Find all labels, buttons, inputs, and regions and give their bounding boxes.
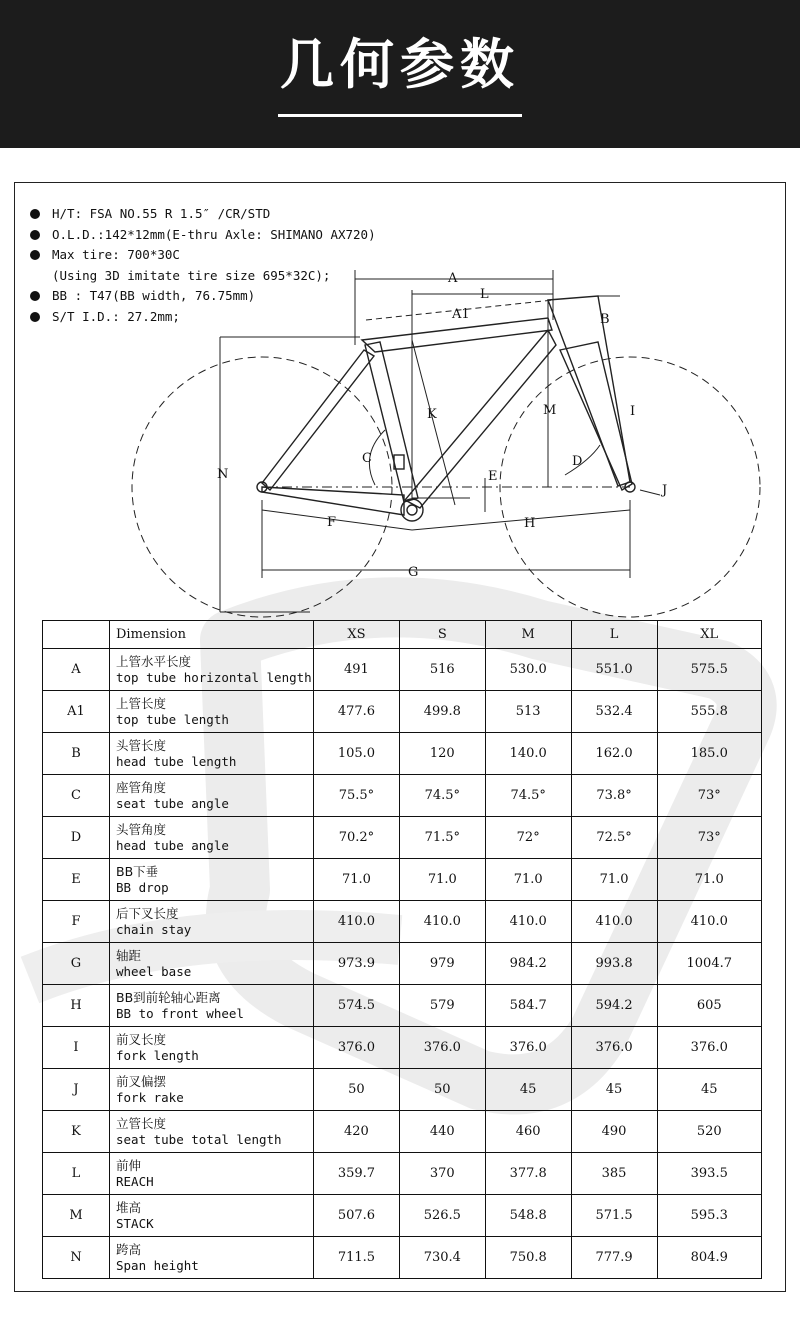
size-value-cell: 555.8 — [657, 691, 762, 733]
dimension-english: seat tube angle — [116, 795, 229, 811]
frame-geometry-diagram — [0, 0, 800, 620]
size-value-cell: 530.0 — [485, 649, 571, 691]
dimension-chinese: 堆高 — [116, 1199, 142, 1215]
size-value-cell: 410.0 — [485, 901, 571, 943]
dimension-chinese: BB下垂 — [116, 863, 159, 879]
row-key-cell: B — [43, 733, 110, 775]
row-key-cell: M — [43, 1195, 110, 1237]
dimension-chinese: 座管角度 — [116, 779, 167, 795]
table-body — [43, 649, 762, 1279]
size-value-cell: 71.0 — [571, 859, 657, 901]
dimension-english: head tube angle — [116, 837, 229, 853]
size-value-cell: 477.6 — [314, 691, 400, 733]
label-A: A — [448, 271, 458, 286]
size-value-cell: 50 — [314, 1069, 400, 1111]
size-value-cell: 45 — [485, 1069, 571, 1111]
size-value-cell: 532.4 — [571, 691, 657, 733]
dimension-cell — [110, 1153, 314, 1195]
size-value-cell: 460 — [485, 1111, 571, 1153]
table-row — [43, 901, 762, 943]
label-I: I — [630, 404, 636, 419]
dimension-cell — [110, 985, 314, 1027]
column-header: L — [571, 621, 657, 649]
table-row — [43, 943, 762, 985]
size-value-cell: 984.2 — [485, 943, 571, 985]
dimension-cell — [110, 775, 314, 817]
table-header-row — [43, 621, 762, 649]
row-key-cell: D — [43, 817, 110, 859]
size-value-cell: 420 — [314, 1111, 400, 1153]
size-value-cell: 71.0 — [485, 859, 571, 901]
size-value-cell: 376.0 — [399, 1027, 485, 1069]
dimension-chinese: 头管角度 — [116, 821, 167, 837]
size-value-cell: 410.0 — [571, 901, 657, 943]
table-row — [43, 649, 762, 691]
table-row — [43, 859, 762, 901]
size-value-cell: 410.0 — [314, 901, 400, 943]
label-N: N — [217, 467, 229, 482]
row-key-cell: J — [43, 1069, 110, 1111]
dimension-chinese: 轴距 — [116, 947, 142, 963]
table-row — [43, 1069, 762, 1111]
label-H: H — [524, 516, 536, 531]
size-value-cell: 594.2 — [571, 985, 657, 1027]
dimension-chinese: BB到前轮轴心距离 — [116, 989, 221, 1005]
column-header: M — [485, 621, 571, 649]
dimension-cell — [110, 1237, 314, 1279]
dimension-cell — [110, 649, 314, 691]
dimension-chinese: 前叉偏摆 — [116, 1073, 167, 1089]
size-value-cell: 993.8 — [571, 943, 657, 985]
size-value-cell: 548.8 — [485, 1195, 571, 1237]
size-value-cell: 491 — [314, 649, 400, 691]
size-value-cell: 584.7 — [485, 985, 571, 1027]
size-value-cell: 73° — [657, 817, 762, 859]
size-value-cell: 516 — [399, 649, 485, 691]
note-item: BB : T47(BB width, 76.75mm) — [30, 286, 376, 307]
dimension-cell — [110, 733, 314, 775]
column-header: S — [399, 621, 485, 649]
dimension-lines — [220, 270, 660, 612]
table-row — [43, 691, 762, 733]
size-value-cell: 730.4 — [399, 1237, 485, 1279]
dimension-cell — [110, 1111, 314, 1153]
row-key-cell: E — [43, 859, 110, 901]
label-J: J — [662, 483, 668, 498]
dimension-chinese: 上管长度 — [116, 695, 167, 711]
dimension-cell — [110, 1027, 314, 1069]
size-value-cell: 45 — [657, 1069, 762, 1111]
dimension-english: head tube length — [116, 753, 237, 769]
table-row — [43, 1027, 762, 1069]
size-value-cell: 70.2° — [314, 817, 400, 859]
size-value-cell: 73.8° — [571, 775, 657, 817]
size-value-cell: 359.7 — [314, 1153, 400, 1195]
label-D: D — [572, 454, 583, 469]
dimension-chinese: 头管长度 — [116, 737, 167, 753]
label-F: F — [327, 515, 337, 530]
dimension-english: fork rake — [116, 1089, 184, 1105]
dimension-english: seat tube total length — [116, 1131, 282, 1147]
size-value-cell: 520 — [657, 1111, 762, 1153]
table-row — [43, 817, 762, 859]
dimension-chinese: 前叉长度 — [116, 1031, 167, 1047]
size-value-cell: 50 — [399, 1069, 485, 1111]
dimension-cell — [110, 691, 314, 733]
table-row — [43, 1153, 762, 1195]
dimension-english: fork length — [116, 1047, 199, 1063]
size-value-cell: 376.0 — [485, 1027, 571, 1069]
dimension-cell — [110, 859, 314, 901]
size-value-cell: 45 — [571, 1069, 657, 1111]
label-E: E — [488, 469, 498, 484]
table-row — [43, 1111, 762, 1153]
size-value-cell: 140.0 — [485, 733, 571, 775]
size-value-cell: 385 — [571, 1153, 657, 1195]
size-value-cell: 370 — [399, 1153, 485, 1195]
size-value-cell: 1004.7 — [657, 943, 762, 985]
size-value-cell: 513 — [485, 691, 571, 733]
dimension-english: chain stay — [116, 921, 192, 937]
size-value-cell: 605 — [657, 985, 762, 1027]
label-C: C — [362, 451, 372, 466]
size-value-cell: 72.5° — [571, 817, 657, 859]
size-value-cell: 71.0 — [314, 859, 400, 901]
page-title: 几何参数 — [280, 33, 520, 96]
size-value-cell: 376.0 — [657, 1027, 762, 1069]
size-value-cell: 162.0 — [571, 733, 657, 775]
column-header: XL — [657, 621, 762, 649]
size-value-cell: 376.0 — [314, 1027, 400, 1069]
row-key-cell: N — [43, 1237, 110, 1279]
dimension-english: wheel base — [116, 963, 192, 979]
size-value-cell: 526.5 — [399, 1195, 485, 1237]
dimension-cell — [110, 1069, 314, 1111]
size-value-cell: 777.9 — [571, 1237, 657, 1279]
corner-cell — [43, 621, 110, 649]
label-L: L — [480, 287, 489, 302]
size-value-cell: 711.5 — [314, 1237, 400, 1279]
size-value-cell: 376.0 — [571, 1027, 657, 1069]
note-item: H/T: FSA NO.55 R 1.5″ /CR/STD — [30, 204, 376, 225]
dimension-english: REACH — [116, 1173, 154, 1189]
size-value-cell: 499.8 — [399, 691, 485, 733]
table-row — [43, 733, 762, 775]
size-value-cell: 579 — [399, 985, 485, 1027]
dimension-chinese: 立管长度 — [116, 1115, 167, 1131]
dimension-english: Span height — [116, 1257, 199, 1273]
diagram-labels — [217, 271, 667, 580]
size-value-cell: 551.0 — [571, 649, 657, 691]
row-key-cell: F — [43, 901, 110, 943]
dimension-cell — [110, 943, 314, 985]
label-A1: A1 — [452, 307, 470, 322]
size-value-cell: 185.0 — [657, 733, 762, 775]
row-key-cell: K — [43, 1111, 110, 1153]
dimension-english: BB drop — [116, 879, 169, 895]
size-value-cell: 74.5° — [399, 775, 485, 817]
size-value-cell: 377.8 — [485, 1153, 571, 1195]
size-value-cell: 575.5 — [657, 649, 762, 691]
note-item: Max tire: 700*30C — [30, 245, 376, 266]
note-item: S/T I.D.: 27.2mm; — [30, 307, 376, 328]
size-value-cell: 72° — [485, 817, 571, 859]
label-M: M — [543, 403, 557, 418]
size-value-cell: 71.0 — [399, 859, 485, 901]
row-key-cell: A — [43, 649, 110, 691]
dimension-chinese: 前伸 — [116, 1157, 142, 1173]
dimension-english: top tube horizontal length — [116, 669, 312, 685]
size-value-cell: 73° — [657, 775, 762, 817]
size-value-cell: 393.5 — [657, 1153, 762, 1195]
label-K: K — [427, 407, 437, 422]
size-value-cell: 410.0 — [399, 901, 485, 943]
table-row — [43, 1195, 762, 1237]
size-value-cell: 74.5° — [485, 775, 571, 817]
dimension-chinese: 跨高 — [116, 1241, 142, 1257]
table-row — [43, 775, 762, 817]
size-value-cell: 973.9 — [314, 943, 400, 985]
row-key-cell: A1 — [43, 691, 110, 733]
size-value-cell: 75.5° — [314, 775, 400, 817]
dimension-cell — [110, 817, 314, 859]
dimension-cell — [110, 1195, 314, 1237]
table-row — [43, 1237, 762, 1279]
dimension-chinese: 上管水平长度 — [116, 653, 192, 669]
size-value-cell: 490 — [571, 1111, 657, 1153]
label-B: B — [600, 312, 610, 327]
size-value-cell: 804.9 — [657, 1237, 762, 1279]
row-key-cell: I — [43, 1027, 110, 1069]
row-key-cell: H — [43, 985, 110, 1027]
dimension-cell — [110, 901, 314, 943]
row-key-cell: C — [43, 775, 110, 817]
size-value-cell: 750.8 — [485, 1237, 571, 1279]
size-value-cell: 571.5 — [571, 1195, 657, 1237]
size-value-cell: 440 — [399, 1111, 485, 1153]
column-header: XS — [314, 621, 400, 649]
size-value-cell: 120 — [399, 733, 485, 775]
dimension-chinese: 后下叉长度 — [116, 905, 179, 921]
size-value-cell: 595.3 — [657, 1195, 762, 1237]
geometry-table — [42, 620, 762, 1279]
dimension-english: STACK — [116, 1215, 154, 1231]
column-header: Dimension — [110, 621, 314, 649]
row-key-cell: L — [43, 1153, 110, 1195]
note-item: O.L.D.:142*12mm(E-thru Axle: SHIMANO AX720) — [30, 225, 376, 246]
size-value-cell: 507.6 — [314, 1195, 400, 1237]
table-row — [43, 985, 762, 1027]
size-value-cell: 574.5 — [314, 985, 400, 1027]
size-value-cell: 71.0 — [657, 859, 762, 901]
dimension-english: BB to front wheel — [116, 1005, 244, 1021]
label-G: G — [408, 565, 419, 580]
row-key-cell: G — [43, 943, 110, 985]
note-item: (Using 3D imitate tire size 695*32C); — [52, 267, 331, 283]
size-value-cell: 410.0 — [657, 901, 762, 943]
dimension-english: top tube length — [116, 711, 229, 727]
size-value-cell: 71.5° — [399, 817, 485, 859]
size-value-cell: 105.0 — [314, 733, 400, 775]
size-value-cell: 979 — [399, 943, 485, 985]
